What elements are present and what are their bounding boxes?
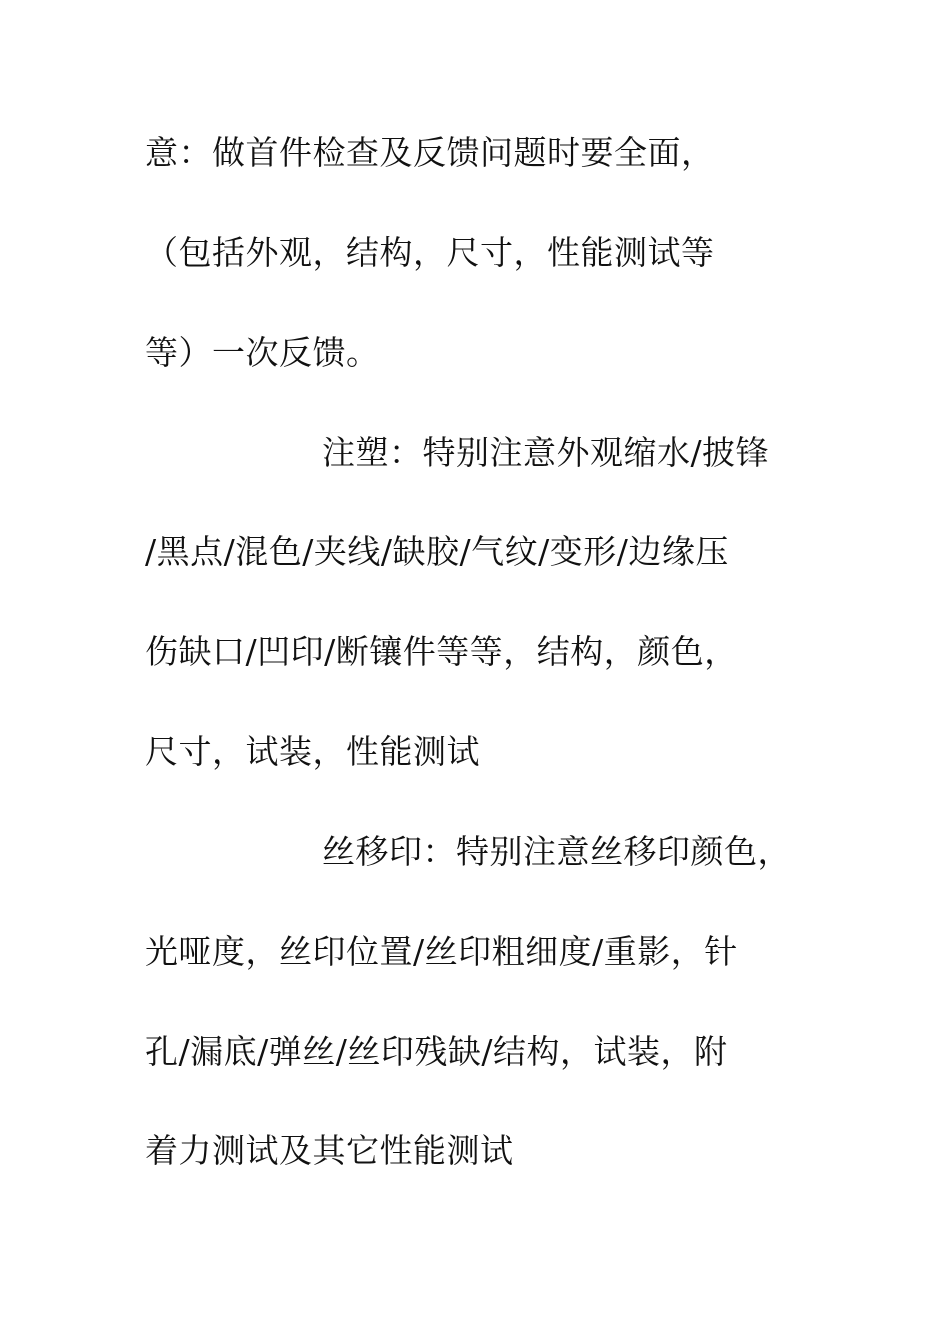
paragraph-line: 伤缺口/凹印/断镶件等等，结构，颜色，: [145, 632, 738, 671]
screen-printing-heading-line: 丝移印：特别注意丝移印颜色，: [322, 832, 791, 871]
paragraph-line: 意：做首件检查及反馈问题时要全面，: [145, 133, 715, 172]
paragraph-line: （包括外观，结构，尺寸，性能测试等: [145, 233, 715, 272]
paragraph-line: 尺寸，试装，性能测试: [145, 732, 480, 771]
paragraph-line: 着力测试及其它性能测试: [145, 1131, 514, 1170]
paragraph-line: /黑点/混色/夹线/缺胶/气纹/变形/边缘压: [145, 532, 729, 571]
injection-molding-heading-line: 注塑：特别注意外观缩水/披锋: [322, 433, 770, 472]
paragraph-line: 等）一次反馈。: [145, 333, 380, 372]
paragraph-line: 光哑度，丝印位置/丝印粗细度/重影，针: [145, 932, 738, 971]
paragraph-line: 孔/漏底/弹丝/丝印残缺/结构，试装，附: [145, 1032, 728, 1071]
